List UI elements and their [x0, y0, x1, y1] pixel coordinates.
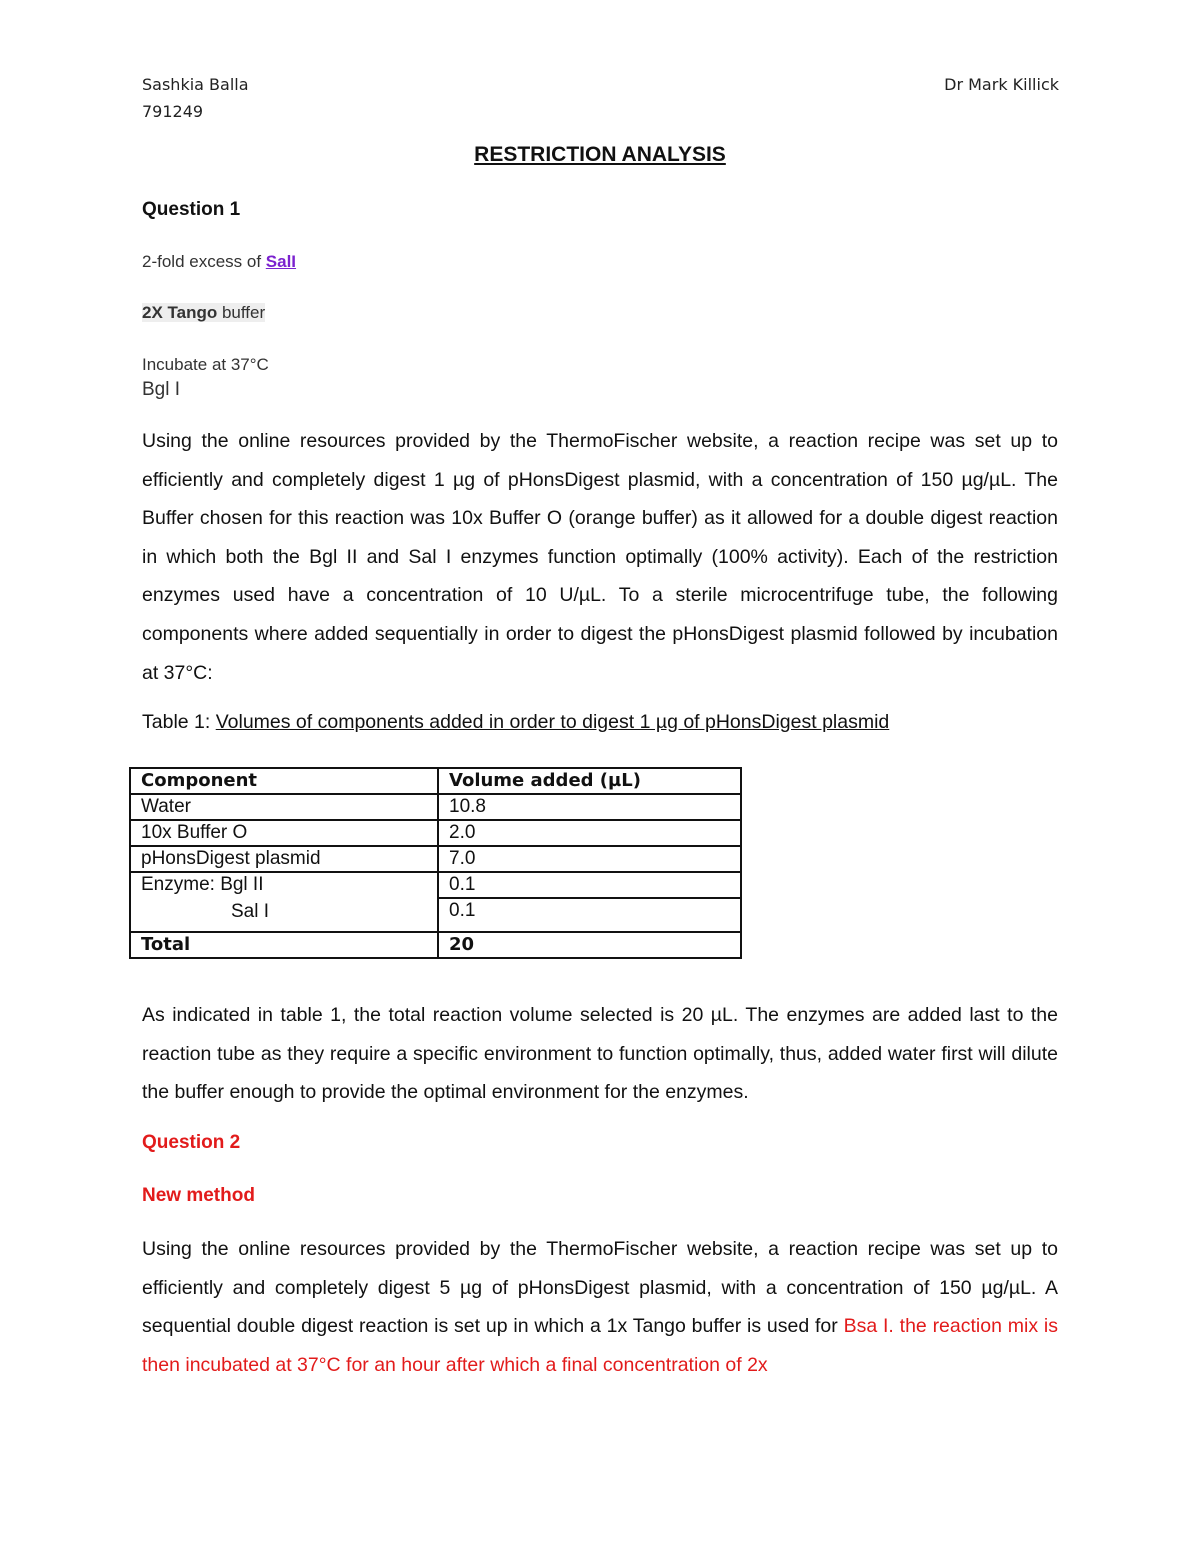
- table-cell: 7.0: [438, 846, 741, 872]
- components-table: [129, 767, 742, 959]
- question-2-heading: Question 2: [142, 1132, 241, 1153]
- note-bgl: Bgl I: [142, 379, 181, 400]
- enzyme-label: Enzyme: Bgl II: [141, 874, 264, 895]
- note-tango-buffer: [142, 303, 265, 323]
- question-2-paragraph-red: Bsa I. the reaction mix is then incubated at 37°C for an hour after which a final concentration of 2x: [142, 1315, 1058, 1376]
- table-cell: 0.1: [438, 898, 741, 932]
- student-id: 791249: [142, 102, 204, 121]
- table-total-label: Total: [130, 932, 438, 958]
- table-cell-enzyme: [130, 872, 438, 932]
- table-header-volume: Volume added (µL): [438, 768, 741, 794]
- document-title: RESTRICTION ANALYSIS: [474, 143, 726, 166]
- table-caption-text: Volumes of components added in order to digest 1 µg of pHonsDigest plasmid: [215, 711, 890, 733]
- table-cell: 0.1: [438, 872, 741, 898]
- table-row-enzyme: [130, 872, 741, 898]
- table-cell: 2.0: [438, 820, 741, 846]
- question-1-paragraph: Using the online resources provided by the ThermoFischer website, a reaction recipe was set up to efficiently and completely digest 1 µg of pHonsDigest plasmid, with a concentration of 150 µg/µL. The Buffer chosen for this reaction was 10x Buffer O (orange buffer) as it allowed for a double digest reaction in which both the Bgl II and Sal I enzymes function optimally (100% activity). Each of the restriction enzymes used have a concentration of 10 U/µL. To a sterile microcentrifuge tube, the following components where added sequentially in order to digest the pHonsDigest plasmid followed by incubation at 37°C:: [142, 430, 1058, 684]
- table-caption-prefix: Table 1:: [142, 711, 216, 733]
- question-2-paragraph-black: Using the online resources provided by the ThermoFischer website, a reaction recipe was set up to efficiently and completely digest 5 µg of pHonsDigest plasmid, with a concentration of 150 µg/µL. A sequential double digest reaction is set up in which a 1x Tango buffer is used for: [142, 1238, 1058, 1338]
- author-name: Sashkia Balla: [142, 75, 249, 94]
- supervisor-name: Dr Mark Killick: [944, 75, 1059, 94]
- note-tango-rest: buffer: [217, 303, 266, 322]
- salI-link[interactable]: SalI: [265, 252, 297, 271]
- note-tango-bold: 2X Tango: [142, 303, 218, 322]
- table-cell: 10x Buffer O: [130, 820, 438, 846]
- note-incubate: Incubate at 37°C: [142, 355, 269, 374]
- table-cell: Water: [130, 794, 438, 820]
- note-salI: [142, 252, 296, 272]
- table-header-component: Component: [130, 768, 438, 794]
- table-caption: [142, 711, 889, 734]
- table-row: [130, 820, 741, 846]
- table-row: [130, 794, 741, 820]
- table-total-row: [130, 932, 741, 958]
- table-cell: pHonsDigest plasmid: [130, 846, 438, 872]
- note-salI-prefix: 2-fold excess of: [142, 252, 266, 271]
- enzyme-sub-label: Sal I: [231, 901, 270, 922]
- question-2-paragraph: [142, 1230, 1058, 1384]
- question-2-subheading: New method: [142, 1185, 255, 1206]
- table-row: [130, 846, 741, 872]
- table-header-row: [130, 768, 741, 794]
- table-cell: 10.8: [438, 794, 741, 820]
- table-total-value: 20: [438, 932, 741, 958]
- question-1-paragraph-2: As indicated in table 1, the total reaction volume selected is 20 µL. The enzymes are added last to the reaction tube as they require a specific environment to function optimally, thus, added water first will dilute the buffer enough to provide the optimal environment for the enzymes.: [142, 1004, 1058, 1104]
- question-1-heading: Question 1: [142, 199, 241, 220]
